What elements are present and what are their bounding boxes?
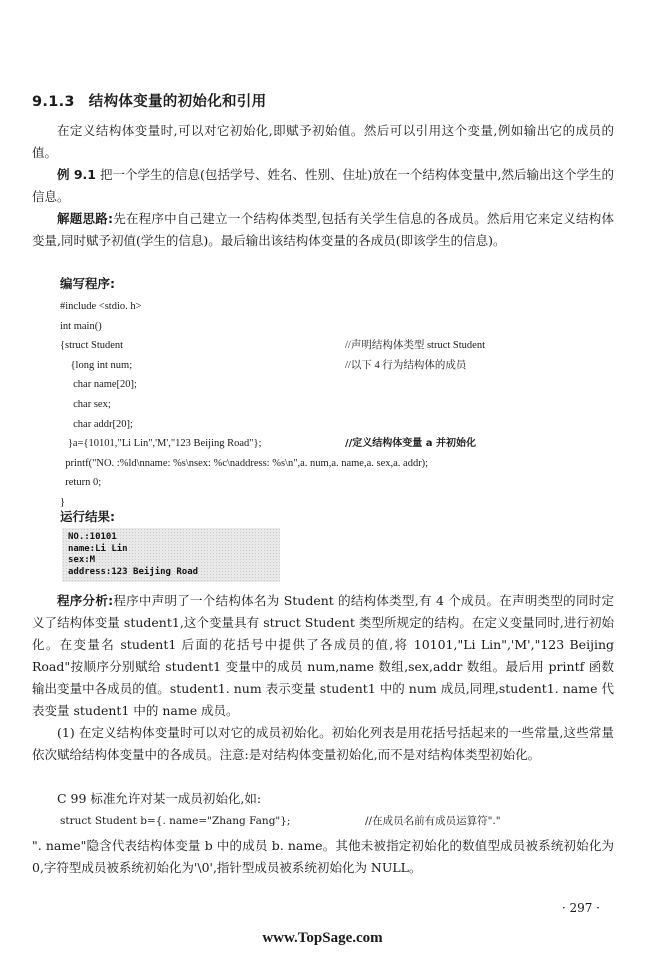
code-text: int main() (60, 320, 102, 332)
example-paragraph (32, 164, 614, 208)
code-line (60, 395, 620, 415)
code-block (60, 297, 620, 513)
section-heading (32, 90, 266, 111)
footer-watermark: www.TopSage.com (262, 930, 383, 946)
code-text: char name[20]; (60, 379, 137, 391)
analysis-label: 程序分析: (57, 593, 114, 608)
code-text: {struct Student (60, 340, 124, 352)
code-text: return 0; (60, 477, 102, 489)
code-line (60, 356, 620, 376)
approach-label: 解题思路: (57, 211, 113, 226)
code-line (60, 415, 620, 435)
section-number: 9.1.3 (32, 94, 75, 110)
code-line (60, 317, 620, 337)
program-label: 编写程序: (60, 276, 115, 291)
analysis-paragraph (32, 590, 614, 722)
example-label: 例 9.1 (57, 167, 97, 182)
point1-paragraph: (1) 在定义结构体变量时可以对它的成员初始化。初始化列表是用花括号括起来的一些常量,这些常量依次赋给结构体变量中的各成员。注意:是对结构体变量初始化,而不是对结构体类型初始化。 (32, 725, 614, 762)
approach-paragraph (32, 208, 614, 252)
code-text: }a={10101,"Li Lin",'M',"123 Beijing Road"}; (60, 438, 262, 450)
analysis-text: 程序中声明了一个结构体名为 Student 的结构体类型,有 4 个成员。在声明类型的同时定义了结构体变量 student1,这个变量具有 struct Student 类型所规定的结构。在定义变量同时,进行初始化。在变量名 student1 后面的花括号中提供了各成员的值,将 10101,"Li Lin",'M',"123 Beijing Road"按顺序分别赋给 student1 变量中的成员 num,name 数组,sex,addr 数组。最后用 printf 函数输出变量中各成员的值。student1. num 表示变量 student1 中的 num 成员,同理,student1. name 代表变量 student1 中的 name 成员。 (32, 593, 615, 718)
code-text: char sex; (60, 398, 111, 410)
result-label: 运行结果: (60, 509, 115, 524)
section-title: 结构体变量的初始化和引用 (88, 94, 267, 110)
code-line (60, 297, 620, 317)
c99-code-line (60, 811, 620, 831)
code-line (60, 493, 620, 513)
code-text: char addr[20]; (60, 418, 133, 430)
intro-paragraph: 在定义结构体变量时,可以对它初始化,即赋予初始值。然后可以引用这个变量,例如输出它的成员的值。 (32, 123, 614, 160)
c99-code-text: struct Student b={. name="Zhang Fang"}; (60, 815, 291, 827)
c99-intro: C 99 标准允许对某一成员初始化,如: (57, 791, 262, 806)
page-number: · 297 · (561, 901, 600, 915)
approach-text: 先在程序中自己建立一个结构体类型,包括有关学生信息的各成员。然后用它来定义结构体变量,同时赋予初值(学生的信息)。最后输出该结构体变量的各成员(即该学生的信息)。 (32, 211, 615, 248)
code-comment: //以下 4 行为结构体的成员 (345, 359, 467, 371)
output-line: NO.:10101 (68, 532, 117, 542)
output-line: sex:M (68, 555, 96, 565)
code-comment: //定义结构体变量 a 并初始化 (345, 438, 477, 450)
code-text: } (60, 496, 66, 508)
code-line (60, 375, 620, 395)
example-text: 把一个学生的信息(包括学号、姓名、性别、住址)放在一个结构体变量中,然后输出这个学生的信息。 (32, 167, 614, 204)
program-output-screenshot (62, 528, 280, 582)
c99-note-paragraph: ". name"隐含代表结构体变量 b 中的成员 b. name。其他未被指定初始化的数值型成员被系统初始化为 0,字符型成员被系统初始化为'\0',指针型成员被系统初始化为 NULL。 (32, 838, 614, 875)
code-line (60, 454, 620, 474)
code-text: #include <stdio. h> (60, 301, 142, 312)
code-comment: //声明结构体类型 struct Student (345, 340, 485, 352)
code-line (60, 434, 620, 454)
code-line (60, 473, 620, 493)
code-line (60, 336, 620, 356)
c99-code-comment: //在成员名前有成员运算符"." (365, 815, 501, 827)
code-text: printf("NO. :%ld\nname: %s\nsex: %c\naddress: %s\n",a. num,a. name,a. sex,a. addr); (60, 457, 429, 469)
code-text: {long int num; (60, 359, 133, 371)
output-line: name:Li Lin (68, 543, 128, 554)
output-line: address:123 Beijing Road (68, 566, 199, 577)
